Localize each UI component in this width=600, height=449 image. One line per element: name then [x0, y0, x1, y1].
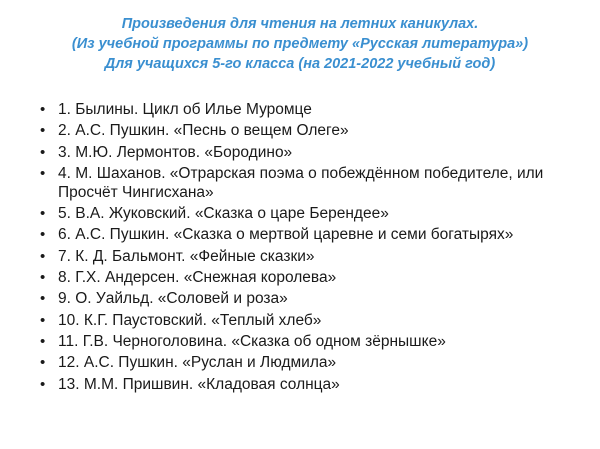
header-grade-info: Для учащихся 5-го класса (на 2021-2022 учебный год) [104, 56, 496, 72]
bullet-icon: • [40, 247, 46, 265]
bullet-icon: • [40, 101, 46, 118]
header-title: Произведения для чтения на летних каникулах. [121, 16, 479, 32]
header-subtitle: (Из учебной программы по предмету «Русская литература») [71, 36, 529, 52]
list-item-text: 4. М. Шаханов. «Отрарская поэма о побеждённом победителе, или Просчёт Чингисхана» [58, 164, 544, 201]
list-item [40, 311, 560, 330]
list-item-text: 11. Г.В. Черноголовина. «Сказка об одном зёрнышке» [58, 332, 446, 350]
list-item [40, 204, 560, 223]
bullet-icon: • [40, 269, 46, 287]
bullet-icon: • [40, 164, 46, 182]
list-item-text: 8. Г.Х. Андерсен. «Снежная королева» [58, 269, 337, 287]
list-item [40, 121, 560, 140]
list-item [40, 164, 560, 202]
list-item-text: 9. О. Уайльд. «Соловей и роза» [58, 290, 288, 308]
list-item [40, 375, 560, 394]
list-item [40, 143, 560, 162]
list-item-text: 5. В.А. Жуковский. «Сказка о царе Берендее» [58, 205, 389, 223]
list-item-text: 12. А.С. Пушкин. «Руслан и Людмила» [58, 354, 337, 372]
document-header [0, 14, 600, 74]
reading-list [40, 100, 560, 396]
bullet-icon: • [40, 143, 46, 161]
list-item-text: 7. К. Д. Бальмонт. «Фейные сказки» [58, 247, 315, 265]
list-item-text: 2. А.С. Пушкин. «Песнь о вещем Олеге» [58, 122, 349, 140]
bullet-icon: • [40, 226, 46, 244]
list-item [40, 247, 560, 266]
list-item [40, 268, 560, 287]
list-item-text: 3. М.Ю. Лермонтов. «Бородино» [58, 143, 293, 161]
bullet-icon: • [40, 332, 46, 350]
bullet-icon: • [40, 205, 46, 223]
list-item [40, 100, 560, 119]
bullet-icon: • [40, 122, 46, 140]
list-item-text: 6. А.С. Пушкин. «Сказка о мертвой царевне и семи богатырях» [58, 226, 514, 244]
list-item [40, 353, 560, 372]
bullet-icon: • [40, 290, 46, 308]
bullet-icon: • [40, 375, 46, 393]
list-item-text: 1. Былины. Цикл об Илье Муромце [58, 101, 312, 118]
list-item [40, 225, 560, 244]
list-item [40, 289, 560, 308]
bullet-icon: • [40, 311, 46, 329]
list-item-text: 10. К.Г. Паустовский. «Теплый хлеб» [58, 311, 322, 329]
bullet-icon: • [40, 354, 46, 372]
list-item-text: 13. М.М. Пришвин. «Кладовая солнца» [58, 375, 340, 393]
list-item [40, 332, 560, 351]
